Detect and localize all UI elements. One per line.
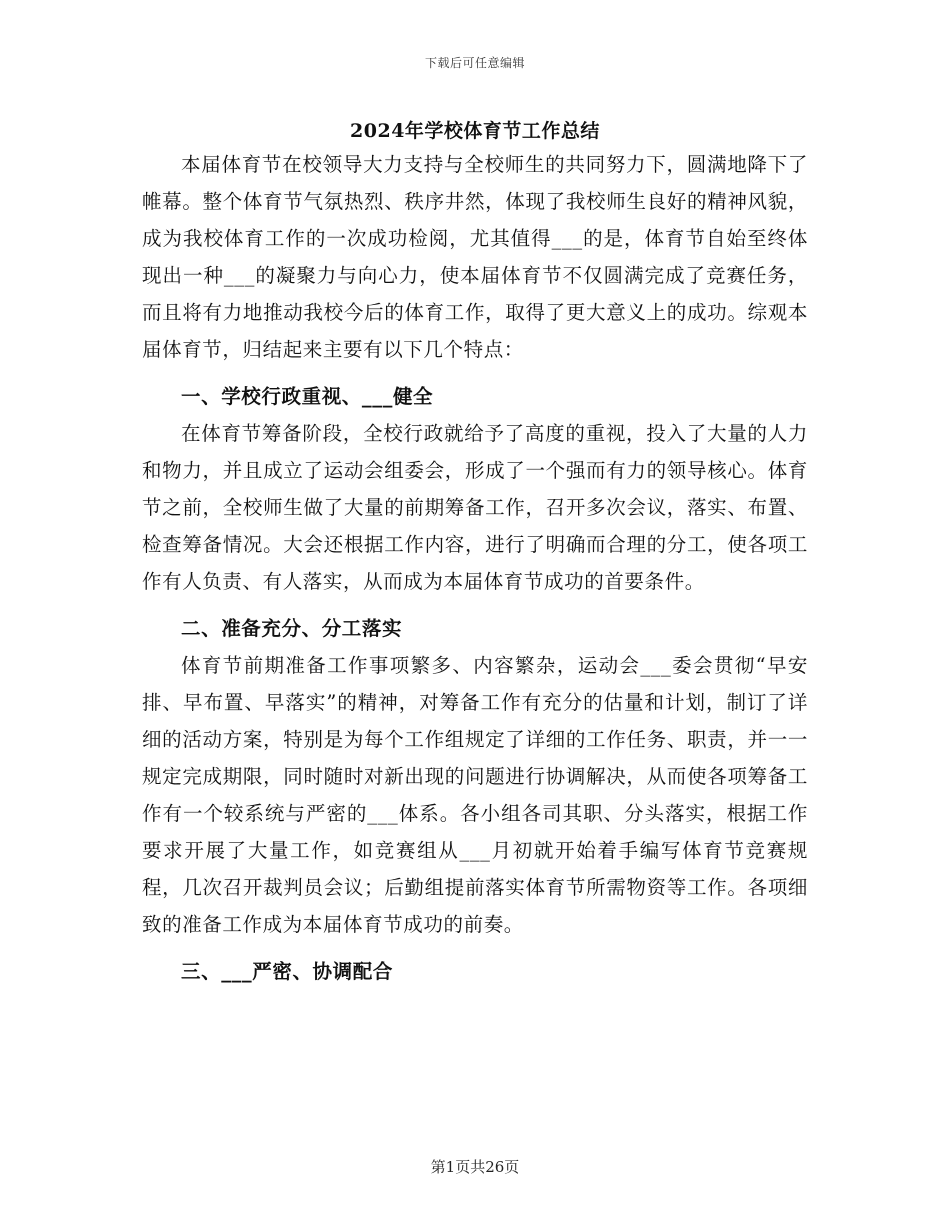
section-2-paragraph: 体育节前期准备工作事项繁多、内容繁杂，运动会___委会贯彻“早安排、早布置、早落实”的精神，对筹备工作有充分的估量和计划，制订了详细的活动方案，特别是为每个工作组规定了详细的工作任务、职责，并一一规定完成期限，同时随时对新出现的问题进行协调解决，从而使各项筹备工作有一个较系统与严密的___体系。各小组各司其职、分头落实，根据工作要求开展了大量工作，如竞赛组从___月初就开始着手编写体育节竞赛规程，几次召开裁判员会议；后勤组提前落实体育节所需物资等工作。各项细致的准备工作成为本届体育节成功的前奏。 [142,654,808,936]
section-1-heading: 一、学校行政重视、___健全 [181,385,434,408]
section-2-heading: 二、准备充分、分工落实 [181,617,403,640]
section-3-heading: 三、___严密、协调配合 [181,960,393,983]
page-header-note: 下载后可任意编辑 [424,56,525,70]
document-title: 2024年学校体育节工作总结 [350,120,600,142]
document-body [142,146,808,990]
intro-paragraph: 本届体育节在校领导大力支持与全校师生的共同努力下，圆满地降下了帷幕。整个体育节气氛热烈、秩序井然，体现了我校师生良好的精神风貌，成为我校体育工作的一次成功检阅，尤其值得___的是，体育节自始至终体现出一种___的凝聚力与向心力，使本届体育节不仅圆满完成了竞赛任务，而且将有力地推动我校今后的体育工作，取得了更大意义上的成功。综观本届体育节，归结起来主要有以下几个特点： [142,153,808,361]
section-1-paragraph: 在体育节筹备阶段，全校行政就给予了高度的重视，投入了大量的人力和物力，并且成立了运动会组委会，形成了一个强而有力的领导核心。体育节之前，全校师生做了大量的前期筹备工作，召开多次会议，落实、布置、检查筹备情况。大会还根据工作内容，进行了明确而合理的分工，使各项工作有人负责、有人落实，从而成为本届体育节成功的首要条件。 [142,422,808,593]
page-number: 第1页共26页 [430,1158,520,1176]
